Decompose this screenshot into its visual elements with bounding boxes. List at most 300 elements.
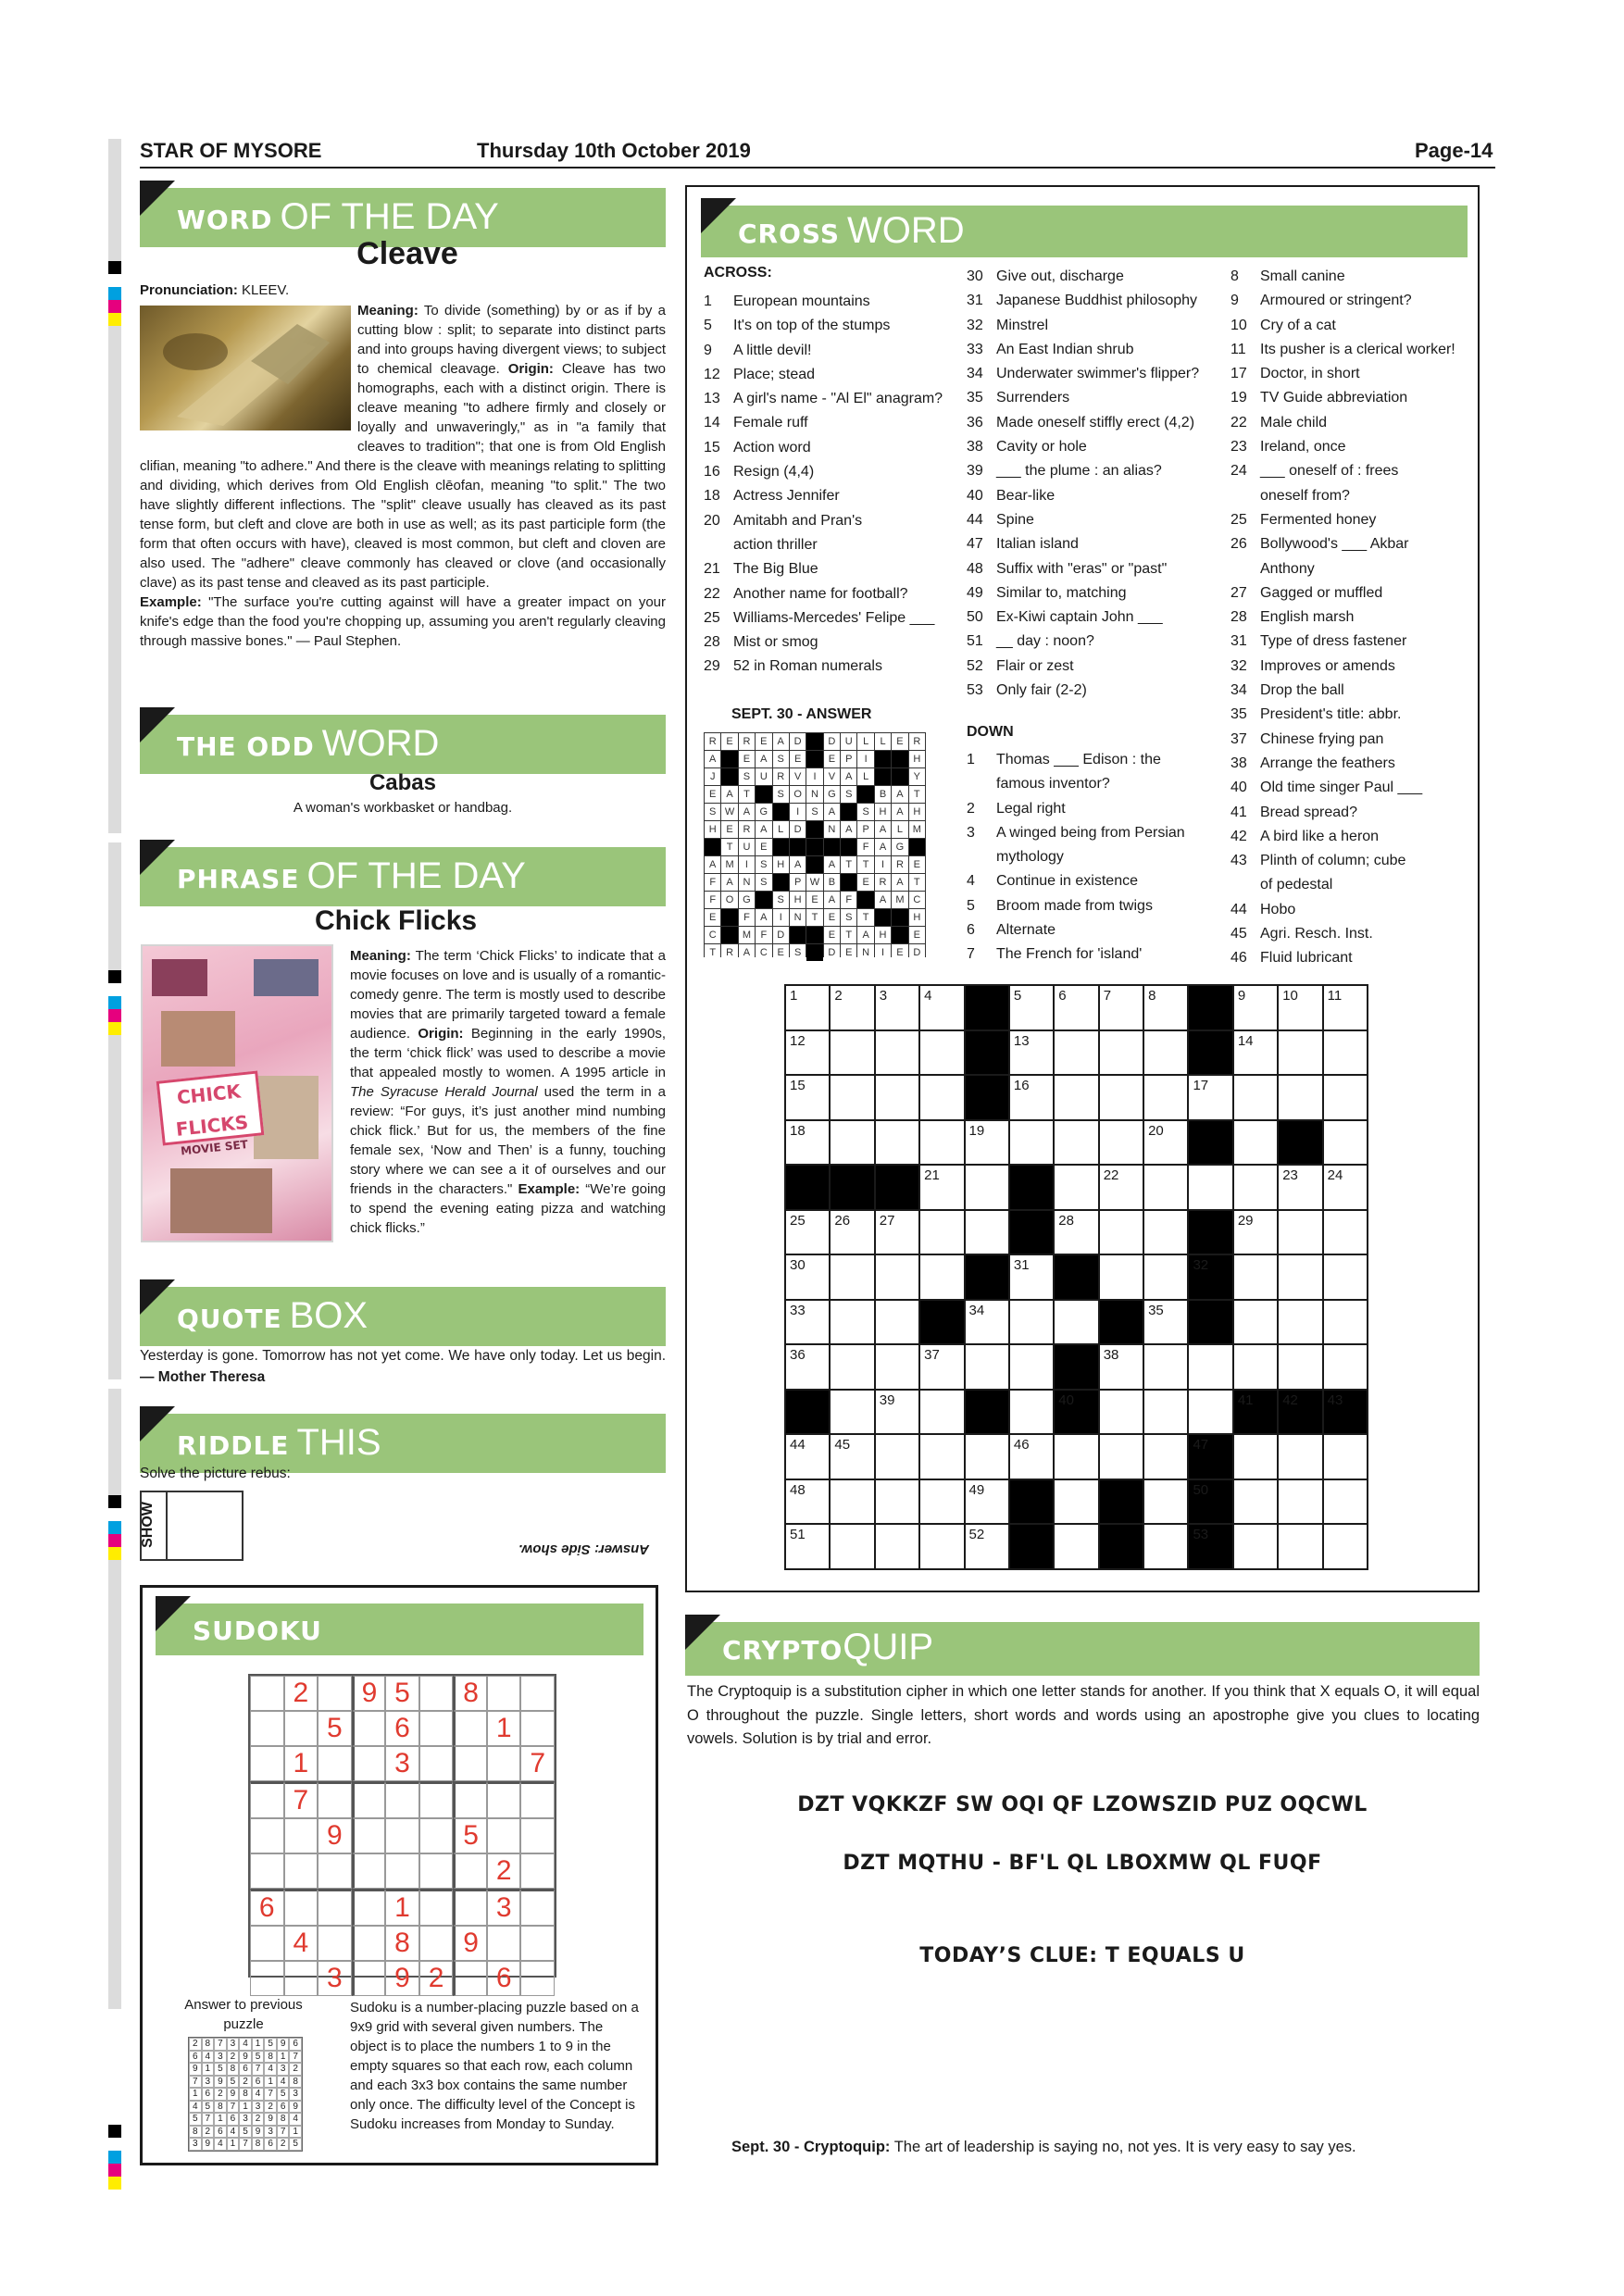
crossword-cell[interactable] [1055, 1211, 1097, 1254]
crossword-cell[interactable] [1055, 1166, 1097, 1209]
crossword-cell[interactable] [920, 1166, 963, 1209]
crossword-cell[interactable] [1189, 1076, 1231, 1119]
answer-cell: S [773, 751, 789, 767]
sudoku-cell[interactable] [453, 1961, 487, 1996]
clue-item [704, 630, 943, 655]
sudoku-cell[interactable] [250, 1818, 284, 1853]
crossword-cell[interactable] [1055, 986, 1097, 1029]
answer-cell: T [841, 856, 856, 873]
answer-cell: I [857, 751, 873, 767]
crossword-cell[interactable] [876, 986, 918, 1029]
crossword-cell[interactable] [1100, 1166, 1143, 1209]
crossword-cell[interactable] [831, 1301, 873, 1344]
crossword-cell[interactable] [1010, 986, 1053, 1029]
clue-text: The French for 'island' [996, 946, 1143, 963]
previous-crossword-answer [704, 732, 926, 957]
crossword-cell[interactable] [920, 1525, 963, 1568]
crossword-cell[interactable] [1100, 1345, 1143, 1389]
crossword-block [1010, 1211, 1053, 1254]
sudoku-cell[interactable] [419, 1676, 454, 1711]
crossword-cell[interactable] [966, 1525, 1008, 1568]
sudoku-cell[interactable] [352, 1926, 386, 1961]
crossword-cell[interactable] [876, 1076, 918, 1119]
crossword-cell[interactable] [876, 1435, 918, 1479]
sudoku-cell[interactable] [318, 1926, 352, 1961]
phrase-title: Chick Flicks [315, 905, 478, 936]
crossword-cell[interactable] [920, 1345, 963, 1389]
crossword-cell[interactable] [831, 1211, 873, 1254]
crossword-cell[interactable] [1055, 1525, 1097, 1568]
crossword-cell[interactable] [1324, 1480, 1367, 1524]
sudoku-answer-cell: 8 [227, 2063, 240, 2076]
sudoku-cell[interactable] [318, 1781, 352, 1818]
answer-cell: E [806, 892, 822, 908]
answer-cell: S [790, 944, 806, 961]
sudoku-cell[interactable] [419, 1746, 454, 1781]
clue-number: 25 [1230, 511, 1247, 528]
crossword-cell[interactable] [1324, 1345, 1367, 1389]
crossword-cell[interactable] [786, 1121, 829, 1165]
crossword-cell[interactable] [786, 1255, 829, 1299]
crossword-cell[interactable] [831, 1480, 873, 1524]
crossword-block [1100, 1480, 1143, 1524]
answer-cell: H [909, 909, 925, 926]
crossword-cell[interactable] [786, 986, 829, 1029]
sudoku-cell[interactable] [284, 1889, 319, 1926]
clue-number: 39 [967, 463, 983, 480]
clue-text: ___ oneself of : frees [1260, 463, 1399, 480]
crossword-cell[interactable] [966, 1301, 1008, 1344]
crossword-cell[interactable] [1055, 1076, 1097, 1119]
crossword-cell[interactable] [876, 1031, 918, 1075]
sudoku-answer-cell: 7 [202, 2113, 215, 2126]
answer-cell: S [841, 909, 856, 926]
sudoku-cell[interactable] [453, 1746, 487, 1781]
sudoku-cell[interactable] [487, 1781, 521, 1818]
crossword-cell[interactable] [831, 1435, 873, 1479]
answer-block [773, 874, 789, 891]
crossword-block [1189, 1435, 1231, 1479]
crossword-cell[interactable] [1100, 1076, 1143, 1119]
crossword-cell[interactable] [920, 1121, 963, 1165]
crossword-cell[interactable] [1279, 1031, 1321, 1075]
sudoku-cell[interactable] [284, 1853, 319, 1889]
crossword-cell[interactable] [876, 1391, 918, 1434]
sudoku-cell[interactable] [520, 1961, 555, 1996]
crossword-cell[interactable] [1144, 1301, 1187, 1344]
sudoku-cell[interactable] [487, 1926, 521, 1961]
cell-number: 48 [790, 1481, 806, 1498]
answer-cell: L [892, 821, 907, 838]
sudoku-cell[interactable] [453, 1711, 487, 1746]
cryptoquip-clue: TODAY’S CLUE: T EQUALS U [919, 1944, 1245, 1967]
crossword-cell[interactable] [1144, 1345, 1187, 1389]
crossword-cell[interactable] [1100, 1391, 1143, 1434]
crossword-cell[interactable] [920, 1076, 963, 1119]
crossword-cell[interactable] [1324, 1301, 1367, 1344]
crossword-cell[interactable] [1324, 1525, 1367, 1568]
crossword-cell[interactable] [1144, 1480, 1187, 1524]
sudoku-cell: 1 [284, 1746, 319, 1781]
crossword-cell[interactable] [831, 1031, 873, 1075]
clue-item [967, 338, 1199, 362]
crossword-cell[interactable] [786, 1435, 829, 1479]
answer-block [892, 751, 907, 767]
clue-text: Only fair (2-2) [996, 682, 1087, 699]
sudoku-cell[interactable] [352, 1818, 386, 1853]
sudoku-answer-cell: 1 [202, 2063, 215, 2076]
answer-cell: A [756, 821, 771, 838]
banner-big-text: OF THE DAY [306, 855, 526, 896]
answer-cell: D [824, 944, 840, 961]
crossword-cell[interactable] [876, 1480, 918, 1524]
crossword-cell[interactable] [1234, 1480, 1277, 1524]
crossword-cell[interactable] [1279, 986, 1321, 1029]
cell-number: 4 [924, 988, 932, 1004]
sudoku-cell[interactable] [453, 1889, 487, 1926]
pronunciation: Pronunciation: KLEEV. [140, 282, 290, 298]
crossword-cell[interactable] [786, 1301, 829, 1344]
answer-cell: R [909, 733, 925, 750]
crossword-cell[interactable] [1100, 1255, 1143, 1299]
sudoku-cell[interactable] [520, 1818, 555, 1853]
crossword-cell[interactable] [1144, 1435, 1187, 1479]
clue-item [704, 557, 943, 581]
crossword-cell[interactable] [966, 1211, 1008, 1254]
crossword-cell[interactable] [1144, 1391, 1187, 1434]
sudoku-cell[interactable] [318, 1746, 352, 1781]
sudoku-description: Sudoku is a number-placing puzzle based on a 9x9 grid with several given numbers. The object is to place the numbers 1 to 9 in the empty squares so that each row, each column and each 3x3 box contains the same number only once. The difficulty level of the Concept is Sudoku increases from Monday to Sunday. [350, 2000, 639, 2132]
answer-cell: G [756, 804, 771, 820]
sudoku-cell[interactable] [520, 1889, 555, 1926]
crossword-cell[interactable] [1234, 1525, 1277, 1568]
cell-number: 44 [790, 1437, 806, 1454]
crossword-cell[interactable] [920, 1391, 963, 1434]
answer-cell: H [705, 821, 720, 838]
clue-number: 35 [967, 390, 983, 406]
crossword-cell[interactable] [1144, 1076, 1187, 1119]
sudoku-cell[interactable] [318, 1853, 352, 1889]
crossword-cell[interactable] [1324, 1076, 1367, 1119]
crossword-cell[interactable] [920, 1255, 963, 1299]
sudoku-cell[interactable] [419, 1818, 454, 1853]
sudoku-cell[interactable] [453, 1781, 487, 1818]
crossword-cell[interactable] [831, 986, 873, 1029]
crossword-cell[interactable] [876, 1211, 918, 1254]
crossword-cell[interactable] [1324, 1211, 1367, 1254]
answer-cell: S [756, 874, 771, 891]
cell-number: 40 [1058, 1391, 1074, 1408]
sudoku-cell[interactable] [520, 1781, 555, 1818]
crossword-cell[interactable] [1324, 1435, 1367, 1479]
crossword-cell[interactable] [831, 1121, 873, 1165]
crossword-cell[interactable] [1279, 1480, 1321, 1524]
clue-text: Bear-like [996, 487, 1056, 504]
clue-item [1230, 655, 1455, 679]
crossword-cell[interactable] [1279, 1255, 1321, 1299]
clue-text: action thriller [733, 536, 818, 553]
sudoku-answer-cell: 4 [239, 2038, 252, 2051]
crossword-cell[interactable] [831, 1391, 873, 1434]
crossword-cell[interactable] [1010, 1076, 1053, 1119]
crossword-cell[interactable] [876, 1525, 918, 1568]
registration-mark [108, 970, 121, 1035]
sudoku-cell[interactable] [352, 1711, 386, 1746]
clue-item [704, 484, 943, 508]
sudoku-answer-cell: 5 [189, 2113, 202, 2126]
crossword-cell[interactable] [786, 1525, 829, 1568]
crossword-cell[interactable] [1010, 1301, 1053, 1344]
answer-block [875, 751, 891, 767]
crossword-cell[interactable] [1234, 1435, 1277, 1479]
clue-item [1230, 435, 1455, 459]
answer-cell: S [841, 786, 856, 803]
crossword-block [1189, 986, 1231, 1029]
crossword-cell[interactable] [876, 1255, 918, 1299]
sudoku-cell[interactable] [352, 1853, 386, 1889]
sudoku-cell[interactable] [352, 1889, 386, 1926]
answer-cell: D [824, 733, 840, 750]
crossword-cell[interactable] [1234, 1301, 1277, 1344]
crossword-cell[interactable] [1144, 1211, 1187, 1254]
crossword-cell[interactable] [1010, 1345, 1053, 1389]
sudoku-cell[interactable] [419, 1711, 454, 1746]
crossword-cell[interactable] [966, 1480, 1008, 1524]
crossword-cell[interactable] [831, 1255, 873, 1299]
answer-cell: S [739, 768, 755, 785]
sudoku-cell[interactable] [250, 1961, 284, 1996]
sudoku-cell[interactable] [385, 1818, 419, 1853]
sudoku-cell[interactable] [250, 1926, 284, 1961]
sudoku-cell[interactable] [487, 1746, 521, 1781]
clue-text: Improves or amends [1260, 657, 1395, 674]
clue-text: Gagged or muffled [1260, 584, 1383, 601]
crossword-cell[interactable] [1010, 1031, 1053, 1075]
sudoku-cell[interactable] [284, 1818, 319, 1853]
crossword-cell[interactable] [1324, 986, 1367, 1029]
sudoku-cell[interactable] [352, 1961, 386, 1996]
crossword-cell[interactable] [966, 1345, 1008, 1389]
sudoku-cell[interactable] [284, 1961, 319, 1996]
sudoku-answer-cell: 3 [264, 2126, 277, 2139]
crossword-block [1324, 1391, 1367, 1434]
crossword-cell[interactable] [1279, 1525, 1321, 1568]
clue-item [967, 679, 1199, 703]
crossword-cell[interactable] [831, 1345, 873, 1389]
clue-item [1230, 386, 1455, 410]
answer-cell: N [824, 821, 840, 838]
sudoku-cell[interactable] [318, 1889, 352, 1926]
answer-cell: F [841, 892, 856, 908]
clue-item [1230, 557, 1455, 581]
crossword-cell[interactable] [1010, 1121, 1053, 1165]
sudoku-answer-cell: 5 [202, 2101, 215, 2114]
crossword-cell[interactable] [920, 1031, 963, 1075]
cell-number: 28 [1058, 1212, 1074, 1229]
crossword-cell[interactable] [966, 1435, 1008, 1479]
sudoku-answer-cell: 8 [239, 2088, 252, 2101]
crossword-cell[interactable] [1189, 1391, 1231, 1434]
crossword-cell[interactable] [966, 1166, 1008, 1209]
sudoku-cell[interactable] [520, 1711, 555, 1746]
sudoku-cell[interactable] [419, 1853, 454, 1889]
sudoku-cell[interactable] [352, 1746, 386, 1781]
answer-cell: E [892, 944, 907, 961]
crossword-cell[interactable] [786, 1211, 829, 1254]
crossword-block [1279, 1391, 1321, 1434]
crossword-cell[interactable] [920, 1435, 963, 1479]
sudoku-cell[interactable] [520, 1676, 555, 1711]
cell-number: 12 [790, 1032, 806, 1049]
crossword-cell[interactable] [1234, 1211, 1277, 1254]
crossword-cell[interactable] [831, 1525, 873, 1568]
crossword-grid[interactable] [784, 984, 1368, 1570]
crossword-cell[interactable] [1144, 1525, 1187, 1568]
crossword-cell[interactable] [1100, 1435, 1143, 1479]
clue-number: 6 [967, 922, 975, 939]
crossword-cell[interactable] [1144, 1121, 1187, 1165]
crossword-cell[interactable] [1144, 1031, 1187, 1075]
cell-number: 16 [1013, 1078, 1030, 1094]
sudoku-cell[interactable] [487, 1676, 521, 1711]
sudoku-cell[interactable] [419, 1889, 454, 1926]
crossword-cell[interactable] [920, 1480, 963, 1524]
answer-block [790, 927, 806, 943]
crossword-cell[interactable] [1100, 1031, 1143, 1075]
crossword-cell[interactable] [1055, 1480, 1097, 1524]
crossword-cell[interactable] [1234, 986, 1277, 1029]
sudoku-answer-cell: 6 [227, 2113, 240, 2126]
sudoku-answer-cell: 5 [252, 2051, 265, 2064]
answer-cell: I [790, 804, 806, 820]
sudoku-cell[interactable] [487, 1818, 521, 1853]
crossword-cell[interactable] [1324, 1031, 1367, 1075]
sudoku-cell: 3 [318, 1961, 352, 1996]
crossword-cell[interactable] [1100, 1211, 1143, 1254]
crossword-cell[interactable] [786, 1076, 829, 1119]
crossword-cell[interactable] [1010, 1435, 1053, 1479]
crossword-cell[interactable] [1324, 1121, 1367, 1165]
answer-block [892, 768, 907, 785]
crossword-cell[interactable] [1144, 1166, 1187, 1209]
crossword-cell[interactable] [786, 1480, 829, 1524]
sudoku-cell[interactable] [520, 1853, 555, 1889]
clue-text: Resign (4,4) [733, 464, 815, 480]
crossword-cell[interactable] [1234, 1255, 1277, 1299]
crossword-cell[interactable] [1055, 1121, 1097, 1165]
clue-text: Bollywood's ___ Akbar [1260, 536, 1409, 553]
clue-item [967, 386, 1199, 410]
sudoku-answer-cell: 7 [252, 2063, 265, 2076]
crossword-cell[interactable] [786, 1031, 829, 1075]
crossword-cell[interactable] [786, 1345, 829, 1389]
sudoku-cell[interactable] [352, 1781, 386, 1818]
crossword-cell[interactable] [1279, 1166, 1321, 1209]
crossword-cell[interactable] [1279, 1211, 1321, 1254]
clue-number: 53 [967, 682, 983, 699]
sudoku-cell[interactable] [453, 1853, 487, 1889]
sudoku-answer-cell: 3 [239, 2113, 252, 2126]
crossword-cell[interactable] [1010, 1391, 1053, 1434]
crossword-cell[interactable] [1144, 1255, 1187, 1299]
sudoku-cell[interactable] [520, 1926, 555, 1961]
crossword-cell[interactable] [1055, 1301, 1097, 1344]
answer-cell: H [875, 804, 891, 820]
crossword-cell[interactable] [876, 1121, 918, 1165]
sudoku-cell[interactable] [385, 1853, 419, 1889]
crossword-cell[interactable] [920, 986, 963, 1029]
crossword-cell[interactable] [920, 1211, 963, 1254]
crossword-cell[interactable] [1279, 1345, 1321, 1389]
crossword-cell[interactable] [1234, 1076, 1277, 1119]
clue-number: 17 [1230, 366, 1247, 382]
crossword-cell[interactable] [1144, 986, 1187, 1029]
sudoku-cell[interactable] [250, 1781, 284, 1818]
across-title: ACROSS: [704, 265, 772, 281]
crossword-cell[interactable] [1279, 1301, 1321, 1344]
sudoku-answer-cell: 7 [277, 2126, 290, 2139]
sudoku-cell[interactable] [419, 1781, 454, 1818]
answer-cell: E [721, 821, 737, 838]
clue-number: 43 [1230, 853, 1247, 869]
clue-item [1230, 898, 1455, 922]
crossword-cell[interactable] [1189, 1345, 1231, 1389]
sudoku-cell[interactable] [385, 1781, 419, 1818]
crossword-cell[interactable] [1279, 1435, 1321, 1479]
crossword-cell[interactable] [1234, 1345, 1277, 1389]
crossword-cell[interactable] [876, 1301, 918, 1344]
clue-item [1230, 289, 1455, 313]
clue-text: Broom made from twigs [996, 897, 1153, 914]
sudoku-cell[interactable] [284, 1711, 319, 1746]
sudoku-cell[interactable] [318, 1676, 352, 1711]
sudoku-answer-cell: 2 [239, 2076, 252, 2089]
answer-cell: A [892, 804, 907, 820]
sudoku-cell[interactable] [250, 1746, 284, 1781]
sudoku-cell[interactable] [250, 1676, 284, 1711]
answer-cell: H [875, 927, 891, 943]
crossword-cell[interactable] [1055, 1435, 1097, 1479]
crossword-cell[interactable] [1324, 1255, 1367, 1299]
crossword-cell[interactable] [1279, 1076, 1321, 1119]
crossword-cell[interactable] [966, 1121, 1008, 1165]
crossword-cell[interactable] [831, 1076, 873, 1119]
sudoku-cell[interactable] [250, 1711, 284, 1746]
crossword-cell[interactable] [1189, 1166, 1231, 1209]
crossword-cell[interactable] [1234, 1166, 1277, 1209]
crossword-cell[interactable] [876, 1345, 918, 1389]
answer-cell: E [841, 944, 856, 961]
crossword-cell[interactable] [1234, 1031, 1277, 1075]
crossword-cell[interactable] [1100, 1121, 1143, 1165]
crossword-cell[interactable] [1100, 986, 1143, 1029]
sudoku-cell[interactable] [419, 1926, 454, 1961]
clue-item [967, 532, 1199, 556]
crossword-cell[interactable] [1010, 1255, 1053, 1299]
crossword-cell[interactable] [1324, 1166, 1367, 1209]
sudoku-answer-cell: 6 [289, 2038, 302, 2051]
answer-cell: E [909, 856, 925, 873]
sudoku-answer-cell: 1 [277, 2051, 290, 2064]
crossword-cell[interactable] [1234, 1121, 1277, 1165]
answer-cell: E [824, 751, 840, 767]
sudoku-answer-cell: 2 [264, 2101, 277, 2114]
crossword-cell[interactable] [1055, 1031, 1097, 1075]
answer-cell: A [739, 944, 755, 961]
sudoku-cell[interactable] [250, 1853, 284, 1889]
answer-cell: C [909, 892, 925, 908]
answer-block [824, 839, 840, 855]
